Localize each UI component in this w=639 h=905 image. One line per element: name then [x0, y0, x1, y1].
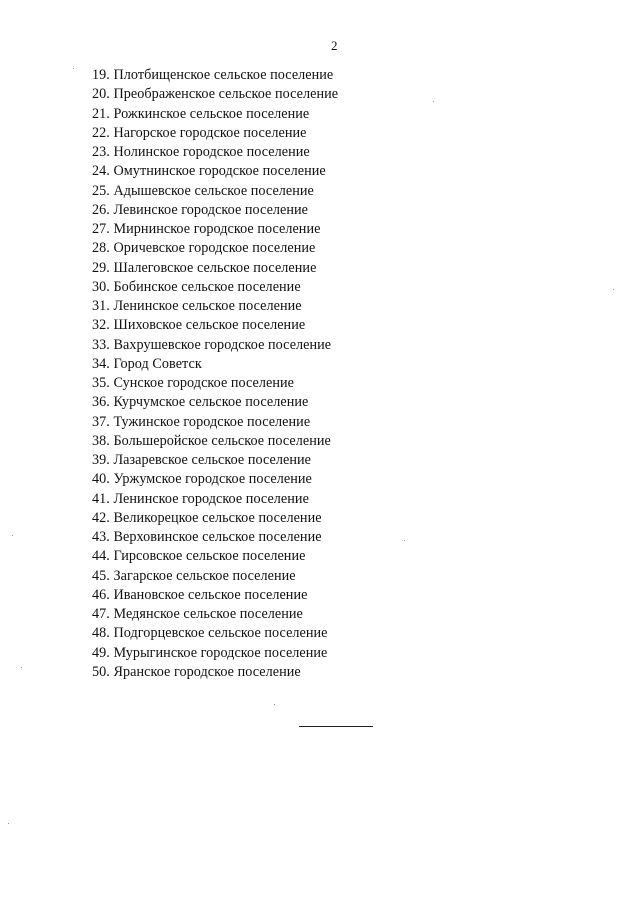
scan-speck	[433, 101, 434, 102]
list-item: 42. Великорецкое сельское поселение	[92, 509, 322, 526]
list-item: 37. Тужинское городское поселение	[92, 413, 311, 430]
list-item: 36. Курчумское сельское поселение	[92, 394, 309, 411]
list-item: 38. Большеройское сельское поселение	[92, 432, 331, 449]
scan-speck	[12, 535, 13, 536]
list-item: 50. Яранское городское поселение	[92, 663, 301, 680]
settlement-list	[92, 66, 338, 682]
list-item: 30. Бобинское сельское поселение	[92, 278, 301, 295]
list-item: 25. Адышевское сельское поселение	[92, 182, 314, 199]
list-item: 27. Мирнинское городское поселение	[92, 221, 321, 237]
list-item: 49. Мурыгинское городское поселение	[92, 644, 328, 661]
scan-speck	[73, 68, 74, 69]
list-item: 28. Оричевское городское поселение	[92, 240, 316, 257]
page-number: 2	[331, 38, 338, 53]
list-item: 23. Нолинское городское поселение	[92, 144, 310, 160]
list-item: 34. Город Советск	[92, 355, 202, 372]
scan-speck	[21, 667, 22, 668]
scan-speck	[8, 823, 9, 824]
list-item: 26. Левинское городское поселение	[92, 201, 309, 218]
list-item: 46. Ивановское сельское поселение	[92, 586, 308, 603]
list-item: 21. Рожкинское сельское поселение	[92, 105, 310, 122]
list-item: 44. Гирсовское сельское поселение	[92, 548, 306, 565]
list-item: 32. Шиховское сельское поселение	[92, 317, 306, 334]
list-item: 40. Уржумское городское поселение	[92, 471, 312, 488]
end-of-list-rule	[299, 726, 373, 727]
list-item: 22. Нагорское городское поселение	[92, 124, 307, 141]
list-item: 41. Ленинское городское поселение	[92, 490, 309, 507]
scan-speck	[274, 704, 275, 705]
list-item: 20. Преображенское сельское поселение	[92, 86, 339, 103]
list-item: 39. Лазаревское сельское поселение	[92, 452, 311, 468]
list-item: 43. Верховинское сельское поселение	[92, 529, 322, 545]
list-item: 47. Медянское сельское поселение	[92, 606, 303, 622]
scan-speck	[404, 540, 405, 541]
list-item: 45. Загарское сельское поселение	[92, 567, 296, 584]
list-item: 33. Вахрушевское городское поселение	[92, 336, 332, 353]
list-item: 35. Сунское городское поселение	[92, 375, 295, 391]
list-item: 48. Подгорцевское сельское поселение	[92, 625, 328, 642]
scan-speck	[613, 289, 614, 290]
list-item: 29. Шалеговское сельское поселение	[92, 259, 317, 276]
list-item: 24. Омутнинское городское поселение	[92, 163, 326, 180]
list-item: 31. Ленинское сельское поселение	[92, 298, 302, 314]
list-item: 19. Плотбищенское сельское поселение	[92, 67, 334, 83]
